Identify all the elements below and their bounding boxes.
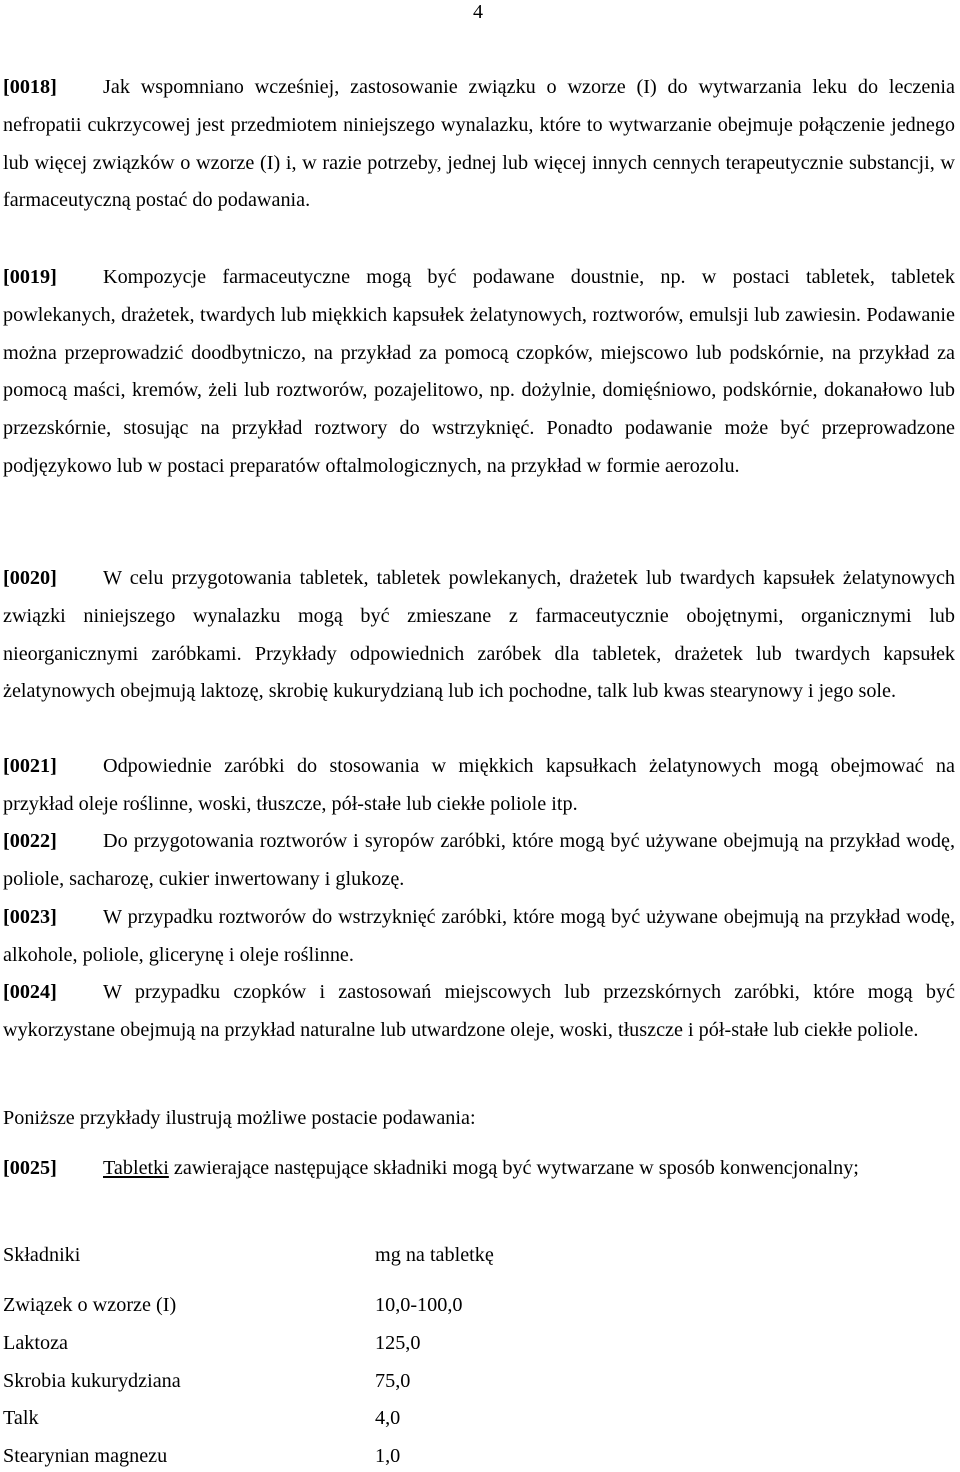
paragraph-0019 [3, 259, 955, 486]
paragraph-number: [0023] [3, 906, 57, 928]
ingredient-amount: 1,0 [375, 1445, 401, 1467]
paragraph-number: [0025] [3, 1157, 57, 1179]
ingredient-amount: 10,0-100,0 [375, 1294, 463, 1316]
intro-line: Poniższe przykłady ilustrują możliwe postacie podawania: [3, 1107, 476, 1129]
paragraph-text: Kompozycje farmaceutyczne mogą być podawane doustnie, np. w postaci tabletek, tabletek powlekanych, drażetek, twardych lub miękkich kapsułek żelatynowych, roztworów, emulsji lub zawiesin. Podawanie można przeprowadzić doodbytniczo, na przykład za pomocą czopków, miejscowo lub podskórnie, na przykład za pomocą maści, kremów, żeli lub roztworów, pozajelitowo, np. dożylnie, domięśniowo, podskórnie, dokanałowo lub przezskórnie, stosując na przykład roztwory do wstrzyknięć. Ponadto podawanie może być przeprowadzone podjęzykowo lub w postaci preparatów oftalmologicznych, na przykład w formie aerozolu. [3, 266, 955, 477]
ingredient-amount: 4,0 [375, 1407, 401, 1429]
paragraph-text: W przypadku czopków i zastosowań miejscowych lub przezskórnych zaróbki, które mogą być wykorzystane obejmują na przykład naturalne lub utwardzone oleje, woski, tłuszcze i pół-stałe lub ciekłe poliole. [3, 981, 955, 1041]
header-amount: mg na tabletkę [375, 1244, 494, 1266]
ingredient-name: Laktoza [3, 1332, 69, 1354]
ingredient-name: Talk [3, 1407, 39, 1429]
paragraph-0025 [3, 1150, 955, 1188]
paragraph-0024 [3, 974, 955, 1050]
paragraph-0020 [3, 560, 955, 711]
paragraph-text: W przypadku roztworów do wstrzyknięć zaróbki, które mogą być używane obejmują na przykład wodę, alkohole, poliole, glicerynę i oleje roślinne. [3, 906, 955, 966]
paragraph-text: Do przygotowania roztworów i syropów zaróbki, które mogą być używane obejmują na przykład wodę, poliole, sacharozę, cukier inwertowany i glukozę. [3, 830, 955, 890]
header-ingredients: Składniki [3, 1244, 81, 1266]
ingredient-name: Skrobia kukurydziana [3, 1370, 181, 1392]
paragraph-0021 [3, 748, 955, 824]
paragraph-number: [0022] [3, 830, 57, 852]
paragraph-text: zawierające następujące składniki mogą być wytwarzane w sposób konwencjonalny; [168, 1157, 859, 1179]
paragraph-0023 [3, 899, 955, 975]
paragraph-number: [0019] [3, 266, 57, 288]
ingredient-name: Związek o wzorze (I) [3, 1294, 177, 1316]
paragraph-text: Odpowiednie zaróbki do stosowania w miękkich kapsułkach żelatynowych mogą obejmować na przykład oleje roślinne, woski, tłuszcze, pół-stałe lub ciekłe poliole itp. [3, 755, 955, 815]
tablet-term: Tabletki [103, 1157, 169, 1179]
paragraph-number: [0020] [3, 567, 57, 589]
ingredient-amount: 125,0 [375, 1332, 421, 1354]
page-number: 4 [473, 1, 483, 23]
paragraph-number: [0024] [3, 981, 57, 1003]
paragraph-number: [0021] [3, 755, 57, 777]
ingredient-amount: 75,0 [375, 1370, 411, 1392]
paragraph-0022 [3, 823, 955, 899]
paragraph-0018 [3, 69, 955, 220]
ingredient-name: Stearynian magnezu [3, 1445, 168, 1467]
paragraph-number: [0018] [3, 76, 57, 98]
paragraph-text: W celu przygotowania tabletek, tabletek powlekanych, drażetek lub twardych kapsułek żelatynowych związki niniejszego wynalazku mogą być zmieszane z farmaceutycznie obojętnymi, organicznymi lub nieorganicznymi zaróbkami. Przykłady odpowiednich zaróbek dla tabletek, drażetek lub twardych kapsułek żelatynowych obejmują laktozę, skrobię kukurydzianą lub ich pochodne, talk lub kwas stearynowy i jego sole. [3, 567, 955, 703]
paragraph-text: Jak wspomniano wcześniej, zastosowanie związku o wzorze (I) do wytwarzania leku do leczenia nefropatii cukrzycowej jest przedmiotem niniejszego wynalazku, które to wytwarzanie obejmuje połączenie jednego lub więcej związków o wzorze (I) i, w razie potrzeby, jednej lub więcej innych cennych terapeutycznie substancji, w farmaceutyczną postać do podawania. [3, 76, 955, 212]
